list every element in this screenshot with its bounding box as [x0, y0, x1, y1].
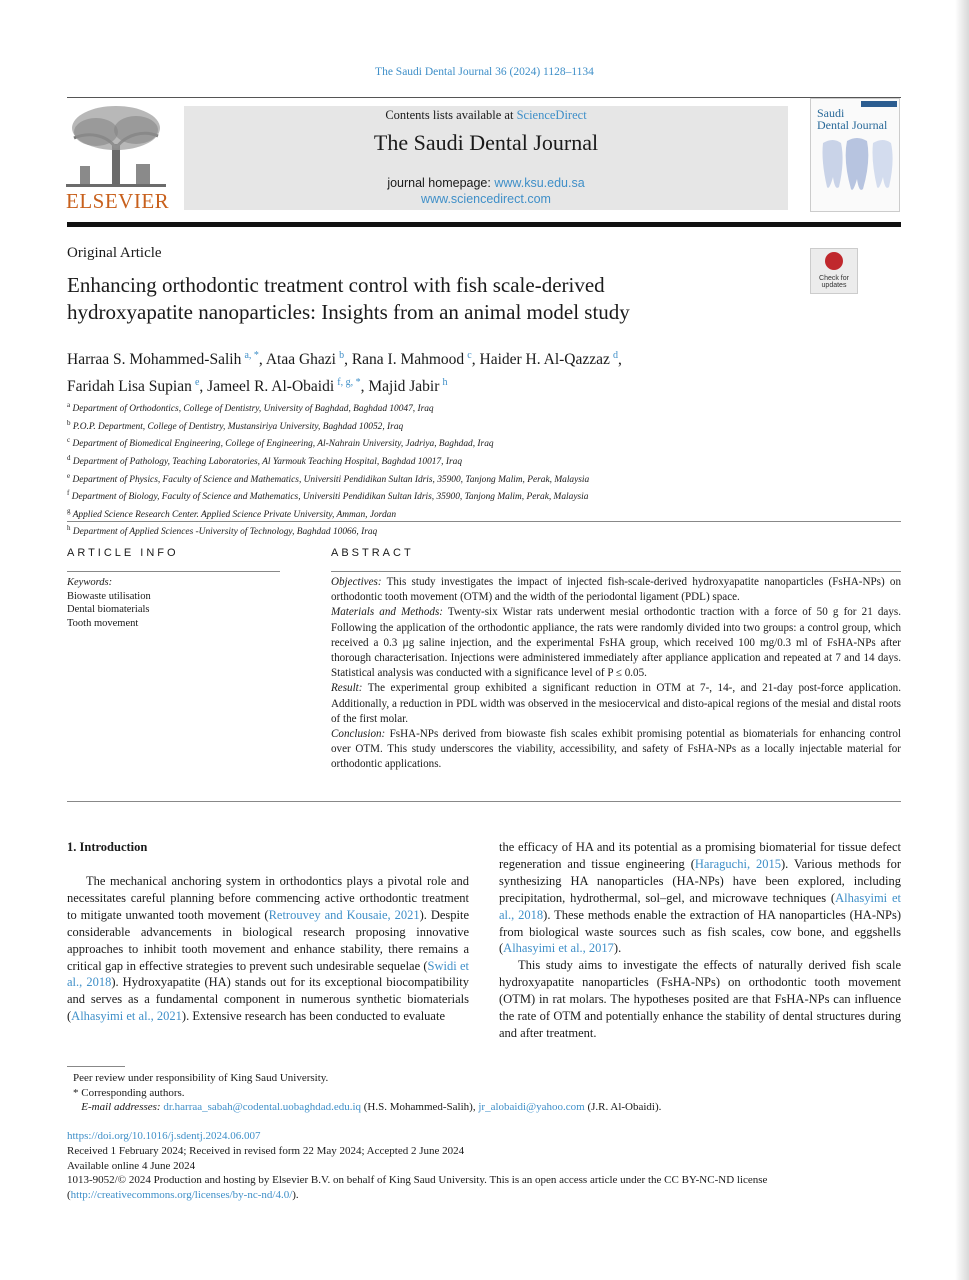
sciencedirect-link[interactable]: ScienceDirect	[516, 108, 587, 122]
author	[480, 351, 622, 368]
homepage-link-sciencedirect[interactable]: www.sciencedirect.com	[421, 192, 551, 206]
journal-title: The Saudi Dental Journal	[373, 130, 599, 155]
citation-link[interactable]: Swidi et al., 2018	[67, 958, 469, 990]
citation-link[interactable]: Alhasyimi et al., 2018	[499, 890, 901, 922]
homepage-prefix: journal homepage:	[387, 176, 495, 190]
affiliation-item	[67, 505, 847, 523]
author-separator: ,	[258, 351, 266, 369]
header-thick-rule	[67, 222, 901, 227]
page-edge-shadow	[955, 0, 969, 1280]
body-column-left	[67, 873, 469, 1025]
methods-label: Materials and Methods:	[331, 606, 443, 619]
crossmark-icon	[825, 252, 843, 270]
doi-link[interactable]: https://doi.org/10.1016/j.sdentj.2024.06.007	[67, 1130, 261, 1142]
author-affil-sup[interactable]: f, g, *	[337, 377, 361, 389]
affiliation-sup: f	[67, 489, 70, 498]
result-text: The experimental group exhibited a significant reduction in OTM at 7-, 14-, and 21-day post-force application. Additionally, a reduction in PDL width was observed in the mesiocervical and disto-apical regions of the mesial and distal roots of the first molar.	[331, 682, 901, 725]
affiliation-sup: d	[67, 453, 71, 462]
affiliation-item	[67, 452, 847, 470]
author	[67, 351, 266, 368]
citation-link[interactable]: Haraguchi, 2015	[694, 856, 782, 871]
abstract-conclusion	[331, 727, 901, 773]
intro-text: ). Despite considerable advancements in biological research proposing innovative approaches to inhibit tooth movement and enhance stability, there remains a critical gap in effective strategies to prevent such undesirable sequelae (	[67, 907, 469, 973]
citation-link[interactable]: Alhasyimi et al., 2017	[503, 941, 614, 956]
article-info-rule	[67, 571, 280, 572]
cover-title	[817, 107, 887, 131]
footnote-rule	[67, 1066, 125, 1067]
intro-text: ). These methods enable the extraction of HA nanoparticles (HA-NPs) from biological waste sources such as fish scales, cow bone, and eggshells (	[499, 907, 901, 956]
header-divider	[67, 97, 901, 98]
body-column-right	[499, 839, 901, 1042]
journal-cover-thumbnail[interactable]	[810, 98, 900, 212]
keyword-item: Tooth movement	[67, 617, 139, 629]
intro-paragraph-1-part1	[67, 873, 469, 1025]
abstract-objectives	[331, 575, 901, 605]
affiliation-item	[67, 470, 847, 488]
affiliation-text: Department of Pathology, Teaching Laboratories, Al Yarmouk Teaching Hospital, Baghdad 10017, Iraq	[72, 457, 463, 467]
author-separator: ,	[344, 351, 352, 369]
license-text: ).	[292, 1189, 299, 1202]
affiliation-list	[67, 399, 847, 540]
author-affil-sup[interactable]: h	[442, 377, 448, 389]
author	[352, 351, 480, 368]
affiliation-item	[67, 487, 847, 505]
intro-text: ). Various methods for synthesizing HA nanoparticles (HA-NPs) have been explored, including precipitation, hydrothermal, sol–gel, and microwave techniques (	[499, 856, 902, 905]
affiliation-item	[67, 417, 847, 435]
elsevier-wordmark: ELSEVIER	[66, 189, 170, 213]
affiliation-item	[67, 522, 847, 540]
homepage-link-ksu[interactable]: www.ksu.edu.sa	[494, 176, 585, 190]
affiliation-sup: b	[67, 418, 71, 427]
article-type: Original Article	[67, 245, 162, 261]
contents-line	[184, 108, 788, 123]
email-addresses	[73, 1100, 903, 1115]
publication-info	[67, 1129, 901, 1203]
author-name: Majid Jabir	[368, 378, 440, 396]
author-affil-sup[interactable]: e	[194, 377, 200, 389]
affiliation-sup: a	[67, 401, 71, 409]
journal-homepage	[184, 175, 788, 207]
affiliation-sup: c	[67, 436, 71, 445]
crossmark-label-line2: updates	[821, 282, 847, 289]
received-dates: Received 1 February 2024; Received in revised form 22 May 2024; Accepted 2 June 2024	[67, 1144, 465, 1157]
author-affil-sup[interactable]: c	[467, 350, 472, 361]
affiliation-text: Department of Orthodontics, College of Dentistry, University of Baghdad, Baghdad 10047, Iraq	[72, 404, 434, 415]
methods-text: Twenty-six Wistar rats underwent mesial orthodontic traction with a force of 50 g for 21 days. Following the application of the orthodontic appliance, the rats were randomly divided into two groups: a control group, which received a 0.3 µg saline injection, and the experimental FsHA group, which received 100 mg/0.3 ml of FsHA-NPs after thorough characterisation. Injections were administered immediately after appliance application and repeated at 7 and 14 days. Statistical analysis was conducted with a significance level of P ≤ 0.05.	[331, 606, 901, 680]
online-date: Available online 4 June 2024	[67, 1159, 196, 1172]
author-list	[67, 344, 827, 398]
abstract-methods	[331, 605, 901, 681]
footnotes	[73, 1071, 903, 1115]
affiliation-item	[67, 399, 847, 417]
author-separator: ,	[471, 351, 480, 369]
check-for-updates-badge[interactable]	[810, 248, 858, 294]
author	[368, 378, 447, 395]
teeth-illustration-icon	[819, 137, 895, 193]
intro-paragraph-1-part2	[499, 839, 901, 957]
affiliation-sup: h	[67, 524, 71, 533]
crossmark-label-line1: Check for	[819, 275, 849, 282]
citation-link[interactable]: Retrouvey and Kousaie, 2021	[268, 907, 420, 922]
email-owner: (J.R. Al-Obaidi).	[584, 1101, 662, 1113]
keywords-block	[67, 576, 151, 630]
elsevier-tree-icon	[66, 104, 166, 188]
email-link[interactable]: dr.harraa_sabah@codental.uobaghdad.edu.iq	[163, 1101, 362, 1113]
abstract-heading: ABSTRACT	[331, 547, 414, 559]
affiliation-text: Department of Applied Sciences -University of Technology, Baghdad 10066, Iraq	[72, 527, 378, 538]
keyword-item: Biowaste utilisation	[67, 590, 151, 602]
intro-text: the efficacy of HA and its potential as a promising biomaterial for tissue defect regeneration and tissue engineering (	[499, 840, 901, 871]
abstract-result	[331, 681, 901, 727]
author	[266, 351, 352, 368]
section-divider	[67, 521, 901, 522]
intro-text: ).	[613, 941, 622, 956]
author-affil-sup[interactable]: b	[339, 350, 345, 361]
author-separator: ,	[360, 378, 369, 396]
abstract-rule	[331, 571, 901, 572]
affiliation-text: Department of Physics, Faculty of Science and Mathematics, Universiti Pendidikan Sultan Idris, 35900, Tanjong Malim, Perak, Malaysia	[72, 474, 590, 485]
introduction-heading: 1. Introduction	[67, 840, 148, 854]
affiliation-text: Applied Science Research Center. Applied Science Private University, Amman, Jordan	[72, 509, 397, 520]
intro-text: ). Hydroxyapatite (HA) stands out for its exceptional biocompatibility and serves as a fundamental component in numerous synthetic biomaterials (	[67, 975, 469, 1024]
author-name: Faridah Lisa Supian	[67, 378, 192, 396]
corresponding-note: * Corresponding authors.	[73, 1086, 185, 1099]
contents-prefix: Contents lists available at	[385, 108, 517, 122]
author-name: Jameel R. Al-Obaidi	[207, 378, 335, 396]
objectives-text: This study investigates the impact of injected fish-scale-derived hydroxyapatite nanoparticles (FsHA-NPs) on orthodontic tooth movement (OTM) and the width of the periodontal ligament (PDL) space.	[331, 576, 901, 604]
author-name: Rana I. Mahmood	[351, 351, 465, 369]
email-label: E-mail addresses:	[81, 1101, 161, 1113]
abstract-body	[331, 575, 901, 773]
email-owner: (H.S. Mohammed-Salih),	[361, 1101, 479, 1113]
elsevier-logo	[66, 104, 170, 214]
result-label: Result:	[331, 682, 363, 695]
peer-review-note: Peer review under responsibility of King Saud University.	[73, 1072, 329, 1084]
objectives-label: Objectives:	[331, 576, 382, 588]
article-title-line1: Enhancing orthodontic treatment control with fish scale-derived	[67, 273, 605, 297]
conclusion-text: FsHA-NPs derived from biowaste fish scales exhibit promising potential as biomaterials for enhancing control over OTM. This study underscores the viability, accessibility, and safety of FsHA-NPs as a locally injectable material for orthodontic applications.	[331, 728, 901, 771]
affiliation-text: P.O.P. Department, College of Dentistry, Mustansiriya University, Baghdad 10052, Iraq	[72, 421, 404, 432]
author-separator: ,	[618, 351, 622, 369]
conclusion-label: Conclusion:	[331, 728, 386, 741]
intro-paragraph-2: This study aims to investigate the effects of naturally derived fish scale hydroxyapatite nanoparticles (FsHA-NPs) on orthodontic tooth movement (OTM) in rat molars. The hypotheses posited are that FsHA-NPs can influence the rate of OTM and potentially enhance the stability of dental structures during and after treatment.	[499, 958, 901, 1040]
author-affil-sup[interactable]: d	[613, 350, 618, 361]
author-name: Haider H. Al-Qazzaz	[479, 351, 610, 369]
license-statement	[67, 1173, 901, 1203]
author-name: Harraa S. Mohammed-Salih	[67, 351, 242, 369]
affiliation-text: Department of Biology, Faculty of Science and Mathematics, Universiti Pendidikan Sultan Idris, 35900, Tanjong Malim, Perak, Malaysia	[71, 492, 589, 503]
cover-title-line1: Saudi	[817, 106, 845, 120]
author-name: Ataa Ghazi	[265, 351, 336, 369]
cover-title-line2: Dental Journal	[817, 118, 888, 132]
affiliation-item	[67, 434, 847, 452]
author	[207, 378, 368, 395]
author-affil-sup[interactable]: a, *	[244, 350, 259, 361]
affiliation-text: Department of Biomedical Engineering, College of Engineering, Al-Nahrain University, Jadriya, Baghdad, Iraq	[72, 439, 494, 450]
author	[67, 378, 207, 395]
email-link[interactable]: jr_alobaidi@yahoo.com	[478, 1101, 585, 1113]
author-separator: ,	[199, 378, 208, 396]
intro-text-lead: ). Extensive research has been conducted to evaluate	[181, 1009, 445, 1024]
article-info-heading: ARTICLE INFO	[67, 547, 179, 559]
article-title	[67, 272, 787, 326]
citation-link[interactable]: Alhasyimi et al., 2021	[71, 1009, 182, 1024]
article-title-line2: hydroxyapatite nanoparticles: Insights from an animal model study	[67, 300, 630, 324]
license-text: 1013-9052/© 2024 Production and hosting by Elsevier B.V. on behalf of King Saud University. This is an open access article under the CC BY-NC-ND license (	[67, 1174, 768, 1202]
affiliation-sup: g	[67, 506, 71, 515]
license-link[interactable]: http://creativecommons.org/licenses/by-nc-nd/4.0/	[70, 1189, 293, 1202]
section-divider	[67, 801, 901, 802]
intro-text: The mechanical anchoring system in orthodontics plays a pivotal role and necessitates careful planning before commencing active orthodontic treatment to mitigate unwanted tooth movement (	[67, 874, 469, 922]
affiliation-sup: e	[67, 471, 71, 480]
keyword-item: Dental biomaterials	[67, 604, 150, 615]
journal-citation[interactable]: The Saudi Dental Journal 36 (2024) 1128–1134	[375, 66, 594, 78]
keywords-label: Keywords:	[67, 577, 113, 588]
crossmark-label	[811, 275, 857, 289]
